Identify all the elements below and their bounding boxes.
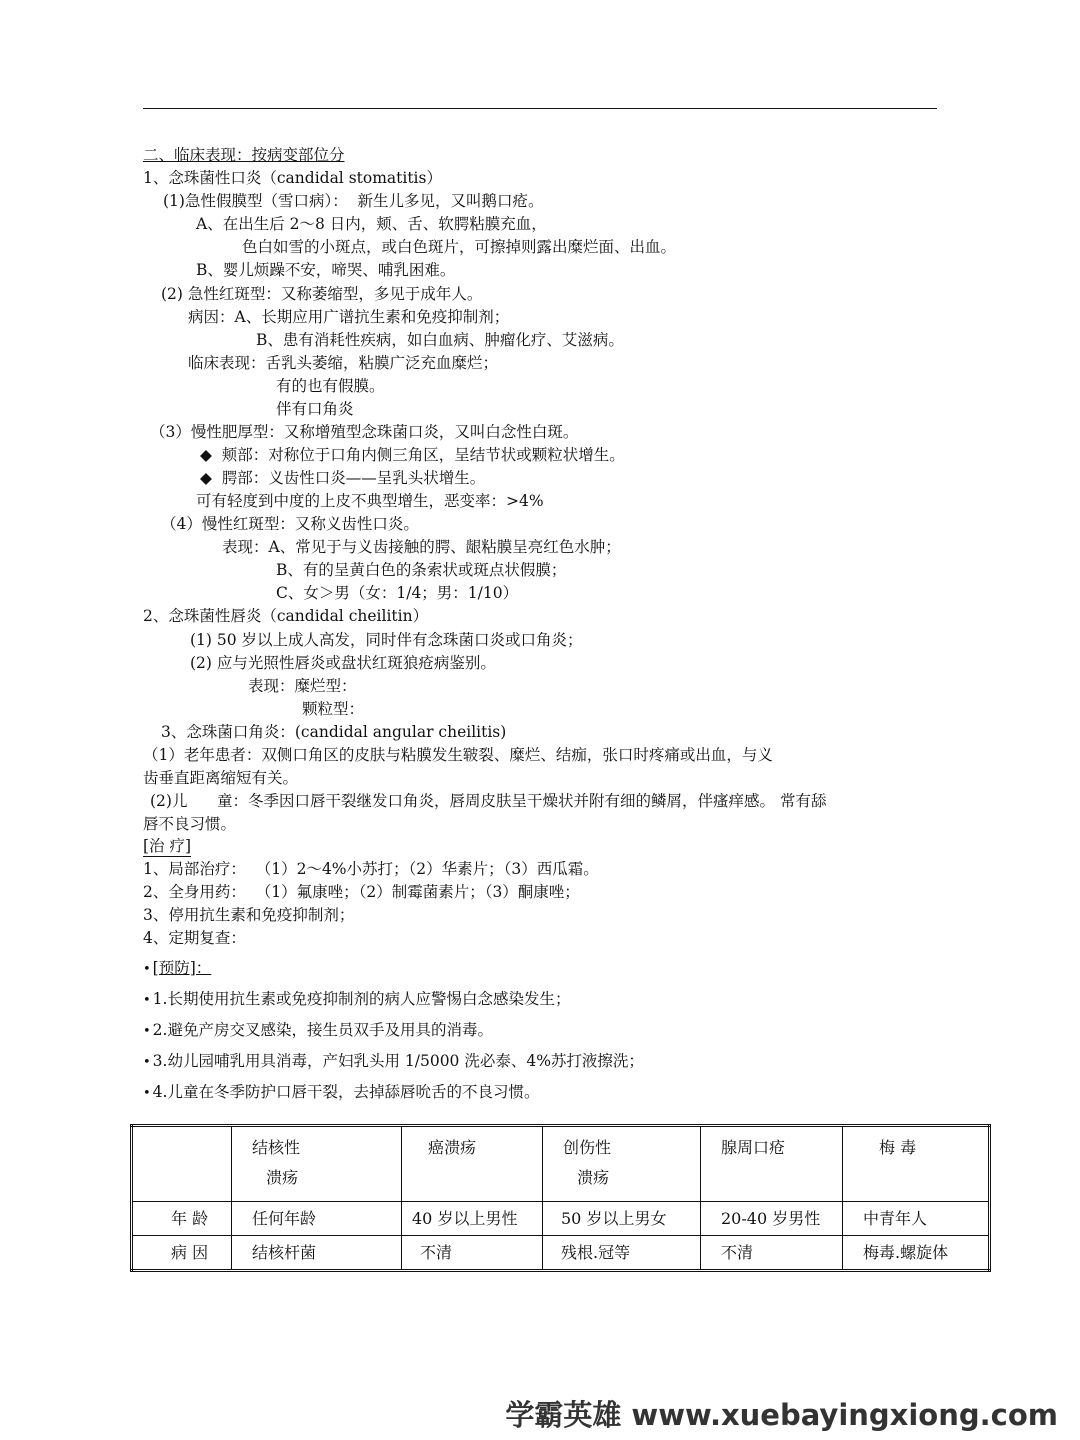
table-row xyxy=(132,1236,990,1271)
prevention-item-1: • 1.长期使用抗生素或免疫抑制剂的病人应警惕白念感染发生； xyxy=(143,990,571,1008)
table-cell: 20-40 岁男性 xyxy=(701,1202,843,1236)
table-cell: 结核杆菌 xyxy=(232,1236,402,1271)
s1-clin-3: 伴有口角炎 xyxy=(276,400,354,418)
table-cell: 不清 xyxy=(701,1236,843,1271)
table-cell: 中青年人 xyxy=(843,1202,990,1236)
s2-p2: (2) 应与光照性唇炎或盘状红斑狼疮病鉴别。 xyxy=(190,654,496,672)
s1-dysplasia: 可有轻度到中度的上皮不典型增生，恶变率：>4% xyxy=(196,492,544,510)
s1-cause-a: 病因：A、长期应用广谱抗生素和免疫抑制剂； xyxy=(188,308,510,326)
treatment-item-2: 2、全身用药： （1）氟康唑；（2）制霉菌素片；（3）酮康唑； xyxy=(143,883,580,901)
s2-title: 2、念珠菌性唇炎（candidal cheilitin） xyxy=(143,607,429,625)
table-header-row xyxy=(132,1126,990,1202)
prevention-title: [预防]： xyxy=(152,959,212,977)
s1-show-b: B、有的呈黄白色的条索状或斑点状假膜； xyxy=(276,561,567,579)
table-cell: 任何年龄 xyxy=(232,1202,402,1236)
s1-show-c: C、女＞男（女：1/4；男：1/10） xyxy=(276,584,519,602)
table-cell: 50 岁以上男女 xyxy=(543,1202,701,1236)
s2-show1: 表现：糜烂型： xyxy=(248,677,357,695)
s1-acute-pseudo-a2: 色白如雪的小斑点，或白色斑片，可擦掉则露出糜烂面、出血。 xyxy=(242,238,677,256)
prevention-heading xyxy=(143,958,211,980)
s1-acute-pseudo-a: A、在出生后 2～8 日内，颊、舌、软腭粘膜充血， xyxy=(196,215,547,233)
table-header-cell: 腺周口疮 xyxy=(701,1126,843,1202)
table-cell: 梅毒.螺旋体 xyxy=(843,1236,990,1271)
s1-acute-pseudo-b: B、婴儿烦躁不安，啼哭、哺乳困难。 xyxy=(196,261,456,279)
s3-elder-2: 齿垂直距离缩短有关。 xyxy=(143,769,299,787)
bullet-icon: • xyxy=(143,1024,151,1039)
comparison-table xyxy=(130,1124,991,1272)
table-header-cell: 癌溃疡 xyxy=(402,1126,543,1202)
table-row-head: 病 因 xyxy=(132,1236,232,1271)
table-cell: 40 岁以上男性 xyxy=(402,1202,543,1236)
bullet-icon: • xyxy=(143,1055,151,1070)
s1-clin-2: 有的也有假膜。 xyxy=(276,377,385,395)
watermark: 学霸英雄 www.xuebayingxiong.com xyxy=(505,1398,1058,1432)
s1-clin-1: 临床表现：舌乳头萎缩，粘膜广泛充血糜烂； xyxy=(188,354,499,372)
s1-acute-ery: (2) 急性红斑型：又称萎缩型，多见于成年人。 xyxy=(161,285,483,303)
table-header-cell: 梅 毒 xyxy=(843,1126,990,1202)
s1-show-a: 表现：A、常见于与义齿接触的腭、龈粘膜呈亮红色水肿； xyxy=(222,538,621,556)
s1-chronic-hyper: （3）慢性肥厚型：又称增殖型念珠菌口炎，又叫白念性白斑。 xyxy=(150,423,579,441)
bullet-icon: • xyxy=(143,1086,151,1101)
table-cell: 不清 xyxy=(402,1236,543,1271)
header-rule xyxy=(143,108,937,109)
bullet-icon: • xyxy=(143,962,151,977)
treatment-item-3: 3、停用抗生素和免疫抑制剂； xyxy=(143,906,355,924)
table-row-head: 年 龄 xyxy=(132,1202,232,1236)
table-header-cell: 结核性 溃疡 xyxy=(232,1126,402,1202)
s3-elder-1: （1）老年患者：双侧口角区的皮肤与粘膜发生皲裂、糜烂、结痂，张口时疼痛或出血，与义 xyxy=(143,746,773,764)
s1-cause-b: B、患有消耗性疾病，如白血病、肿瘤化疗、艾滋病。 xyxy=(256,331,624,349)
table-cell: 残根.冠等 xyxy=(543,1236,701,1271)
prevention-item-2: • 2.避免产房交叉感染，接生员双手及用具的消毒。 xyxy=(143,1021,493,1039)
bullet-icon: • xyxy=(143,993,151,1008)
s3-title: 3、念珠菌口角炎：(candidal angular cheilitis) xyxy=(161,723,507,741)
s1-acute-pseudo: (1)急性假膜型（雪口病）： 新生儿多见，又叫鹅口疮。 xyxy=(163,192,544,210)
s2-show2: 颗粒型： xyxy=(302,700,365,718)
prevention-item-3: • 3.幼儿园哺乳用具消毒，产妇乳头用 1/5000 洗必泰、4%苏打液擦洗； xyxy=(143,1052,644,1070)
table-header-cell: 创伤性 溃疡 xyxy=(543,1126,701,1202)
table-header-cell xyxy=(132,1126,232,1202)
s3-child-2: 唇不良习惯。 xyxy=(143,815,237,833)
s1-title: 1、念珠菌性口炎（candidal stomatitis） xyxy=(143,169,442,187)
table-row xyxy=(132,1202,990,1236)
prevention-item-4: • 4.儿童在冬季防护口唇干裂，去掉舔唇吮舌的不良习惯。 xyxy=(143,1083,540,1101)
s2-p1: (1) 50 岁以上成人高发，同时伴有念珠菌口炎或口角炎； xyxy=(190,631,583,649)
section-title: 二、临床表现：按病变部位分 xyxy=(143,146,345,164)
s1-cheek: ◆ 颊部：对称位于口角内侧三角区，呈结节状或颗粒状增生。 xyxy=(200,446,625,464)
treatment-item-1: 1、局部治疗： （1）2～4%小苏打；（2）华素片；（3）西瓜霜。 xyxy=(143,860,599,878)
s1-chronic-ery: （4）慢性红斑型：又称义齿性口炎。 xyxy=(161,515,419,533)
treatment-item-4: 4、定期复查： xyxy=(143,929,246,947)
s3-child-1: (2)儿 童：冬季因口唇干裂继发口角炎，唇周皮肤呈干燥状并附有细的鳞屑，伴瘙痒感。 常有舔 xyxy=(150,792,827,810)
treatment-title: [治 疗] xyxy=(143,837,192,855)
s1-palate: ◆ 腭部：义齿性口炎——呈乳头状增生。 xyxy=(200,469,486,487)
